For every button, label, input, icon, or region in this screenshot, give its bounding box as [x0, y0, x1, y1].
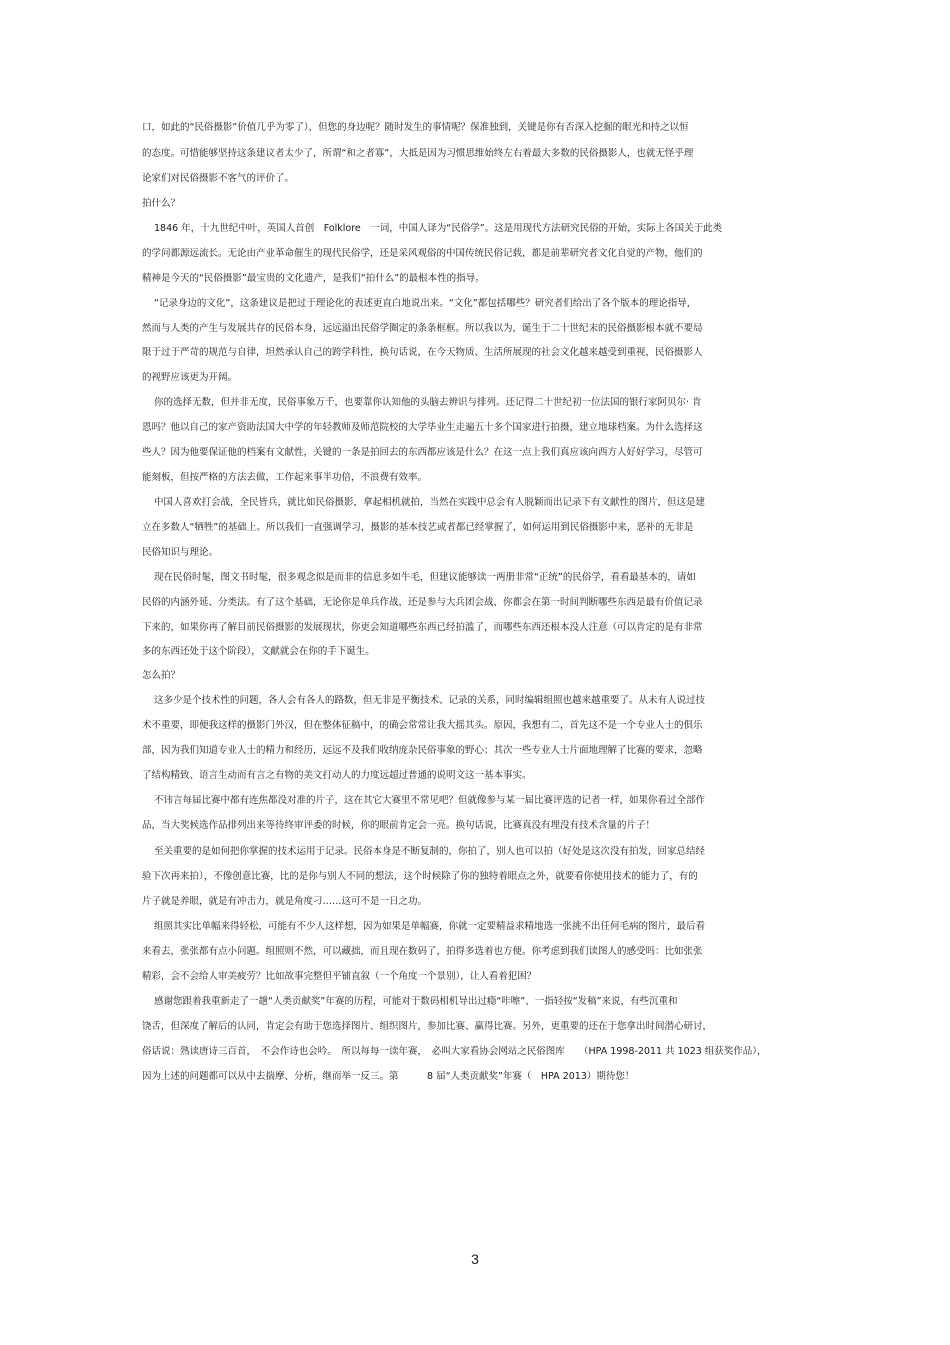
text-line: 些人？因为他要保证他的档案有文献性，关键的一条是拍回去的东西都应该是什么？在这一点上我们真应该向西方人好好学习，尽管可	[142, 447, 703, 458]
text-line: 多的东西还处于这个阶段），文献就会在你的手下诞生。	[142, 646, 375, 657]
text-line: 能刻板，但按严格的方法去做，工作起来事半功倍，不浪费有效率。	[142, 472, 428, 483]
text-line: 组照其实比单幅来得轻松，可能有不少人这样想，因为如果是单幅赛，你就一定要精益求精地选一张挑不出任何毛病的图片，最后看	[154, 921, 706, 932]
text-line: 至关重要的是如何把你掌握的技术运用于记录。民俗本身是不断复制的，你拍了，别人也可以拍（好处是这次没有拍发，回家总结经	[154, 846, 706, 857]
text-line: 立在多数人“牺牲”的基础上。所以我们一直强调学习，摄影的基本技艺或者都已经掌握了，如何运用到民俗摄影中来，恶补的无非是	[142, 522, 694, 533]
text-line: 俗话说：熟读唐诗三百首， 不会作诗也会吟。 所以每每一读年赛， 必叫大家看协会网站之民俗图库 （HPA 1998-2011 共 1023 组获奖作品），	[142, 1046, 767, 1057]
text-line: 精彩，会不会给人审美疲劳？比如故事完整但平铺直叙（一个角度一个景别），让人看着犯困？	[142, 971, 537, 982]
text-line: 恩吗？他以自己的家产资助法国大中学的年轻教师及师范院校的大学毕业生走遍五十多个国家进行拍摄，建立地球档案。为什么选择这	[142, 422, 703, 433]
text-line: 片子就是养眼，就是有冲击力，就是角度刁……这可不是一日之功。	[142, 896, 428, 907]
text-line: 感谢您跟着我重新走了一趟“人类贡献奖”年赛的历程，可能对于数码相机导出过瘾“咔嚓”、一指轻按“发稿”来说，有些沉重和	[154, 996, 678, 1007]
text-line: 品，当大奖候选作品排列出来等待终审评委的时候，你的眼前肯定会一亮。换句话说，比赛真没有埋没有技术含量的片子！	[142, 820, 656, 831]
text-line: “记录身边的文化”，这条建议是把过于理论化的表述更直白地说出来。“文化”都包括哪些？研究者们给出了各个版本的理论指导，	[154, 298, 697, 309]
text-line: 论家们对民俗摄影不客气的评价了。	[142, 173, 295, 184]
section-heading: 拍什么？	[142, 198, 181, 209]
page-number: 3	[471, 1251, 479, 1267]
text-line: 因为上述的问题都可以从中去揣摩、分析，继而举一反三。第 8 届“人类贡献奖”年赛（ HPA 2013）期待您！	[142, 1071, 635, 1082]
text-line: 部，因为我们知道专业人士的精力和经历，远远不及我们收纳庞杂民俗事象的野心；其次一些专业人士片面地理解了比赛的要求，忽略	[142, 745, 703, 756]
text-line: 现在民俗时髦，图文书时髦，很多观念似是而非的信息多如牛毛，但建议能够读一两册非常“正统”的民俗学，看看最基本的，请如	[154, 572, 696, 583]
text-line: 精神是今天的“民俗摄影”最宝贵的文化遗产，是我们“拍什么”的最根本性的指导。	[142, 273, 485, 284]
text-line: 验下次再来拍），不像创意比赛，比的是你与别人不同的想法，这个时候除了你的独特着眼点之外，就要看你使用技术的能力了，有的	[142, 871, 698, 882]
text-line: 1846 年，十九世纪中叶，英国人首创 Folklore 一词，中国人译为“民俗学”。这是用现代方法研究民俗的开始，实际上各国关于此类	[154, 223, 723, 234]
text-line: 民俗的内涵外延、分类法。有了这个基础，无论你是单兵作战，还是参与大兵团会战，你都会在第一时间判断哪些东西是最有价值记录	[142, 597, 703, 608]
text-line: 了结构精致、语言生动而有言之有物的美文打动人的力度远超过普通的说明文这一基本事实。	[142, 770, 532, 781]
text-line: 的视野应该更为开阔。	[142, 372, 238, 383]
text-line: 民俗知识与理论。	[142, 547, 219, 558]
text-line: 然而与人类的产生与发展共存的民俗本身，远远溢出民俗学圈定的条条框框。所以我以为，诞生于二十世纪末的民俗摄影根本就不要局	[142, 323, 703, 334]
text-line: 术不重要，即便我这样的摄影门外汉，但在整体征稿中，的确会常常让我大摇其头。原因，我想有二，首先这不是一个专业人士的俱乐	[142, 720, 703, 731]
text-line: 下来的，如果你再了解目前民俗摄影的发展现状，你更会知道哪些东西已经拍滥了，而哪些东西还根本没人注意（可以肯定的是有非常	[142, 622, 703, 633]
text-line: 口，如此的“民俗摄影”价值几乎为零了），但您的身边呢？随时发生的事情呢？保准独到，关键是你有否深入挖掘的眼光和持之以恒	[142, 122, 689, 133]
text-line: 限于过于严苛的规范与自律，坦然承认自己的跨学科性，换句话说，在今天物质、生活所展现的社会文化越来越受到重视，民俗摄影人	[142, 347, 703, 358]
section-heading: 怎么拍？	[142, 670, 181, 681]
text-line: 中国人喜欢打会战，全民皆兵，就比如民俗摄影，拿起相机就拍，当然在实践中总会有人脱颖而出记录下有文献性的图片，但这是建	[154, 497, 706, 508]
text-line: 你的选择无数，但并非无度，民俗事象万千，也要靠你认知他的头脑去辨识与排列。还记得二十世纪初一位法国的银行家阿贝尔· 肯	[154, 397, 702, 408]
text-line: 的态度。可惜能够坚持这条建议者太少了，所谓“和之者寡”，大抵是因为习惯思维始终左右着最大多数的民俗摄影人，也就无怪乎理	[142, 148, 694, 159]
text-line: 不讳言每届比赛中都有连焦都没对准的片子，这在其它大赛里不常见吧？但就像参与某一届比赛评选的记者一样，如果你看过全部作	[154, 795, 706, 806]
text-line: 来看去，张张都有点小问题。组照则不然，可以藏拙，而且现在数码了，拍得多选着也方便。你考虑到我们读图人的感受吗：比如张张	[142, 946, 703, 957]
text-line: 饶舌，但深度了解后的认同，肯定会有助于您选择图片、组织图片，参加比赛、赢得比赛。另外，更重要的还在于您拿出时间潜心研讨，	[142, 1021, 713, 1032]
text-line: 这多少是个技术性的问题，各人会有各人的路数，但无非是平衡技术、记录的关系，同时编辑组照也越来越重要了。从未有人说过技	[154, 695, 706, 706]
text-line: 的学问都源远流长。无论由产业革命催生的现代民俗学，还是采风观俗的中国传统民俗记载，都是前辈研究者文化自觉的产物，他们的	[142, 248, 703, 259]
